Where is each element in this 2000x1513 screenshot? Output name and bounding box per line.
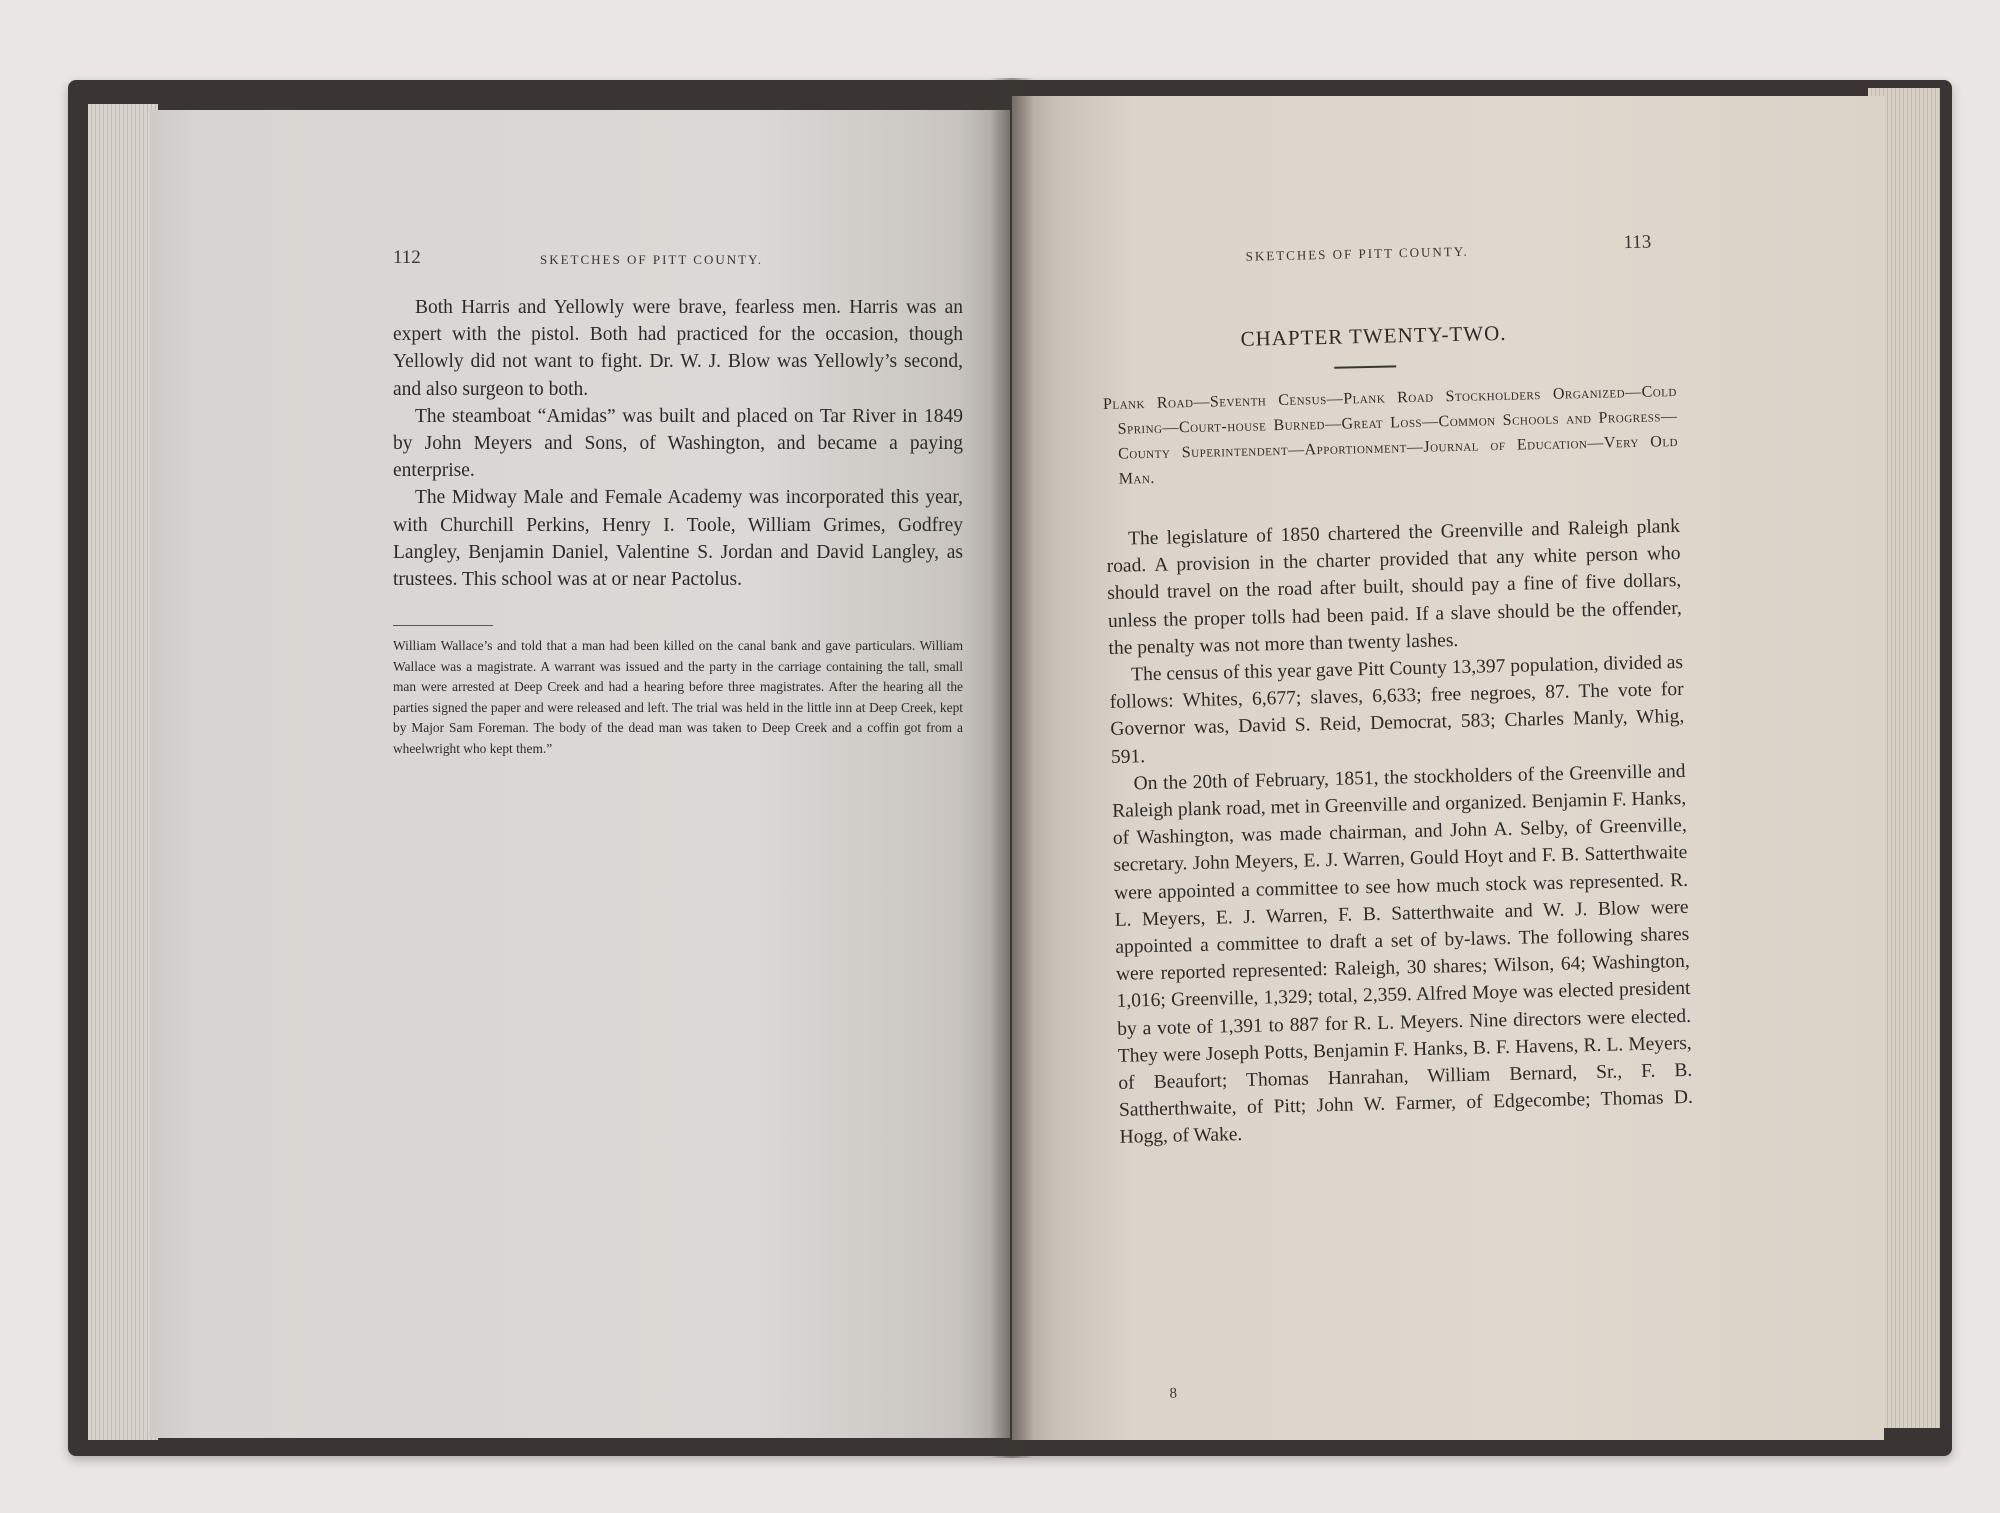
right-page	[1012, 96, 1884, 1440]
book-gutter	[990, 78, 1034, 1458]
left-page-number: 112	[393, 247, 421, 268]
left-page	[150, 110, 1010, 1438]
signature-mark: 8	[1169, 1385, 1178, 1402]
left-body	[393, 294, 963, 593]
right-paragraph: The legislature of 1850 chartered the Greenville and Raleigh plank road. A provision in the charter provided that any white person who should travel on the road after built, should pay a fine of five dollars, unless the proper tolls had been paid. If a slave should be the offender, the penalty was not more than twenty lashes.	[1106, 515, 1683, 659]
chapter-rule	[1334, 365, 1396, 368]
footnote-rule	[393, 625, 493, 626]
right-page-content	[1012, 96, 1884, 1440]
left-paragraph: The Midway Male and Female Academy was incorporated this year, with Churchill Perkins, Henry I. Toole, William Grimes, Godfrey Langley, Benjamin Daniel, Valentine S. Jordan and David Langley, as trustees. This school was at or near Pactolus.	[393, 487, 963, 591]
right-paragraph: On the 20th of February, 1851, the stockholders of the Greenville and Raleigh plank road, met in Greenville and organized. Benjamin F. Hanks, of Washington, was made chairman, and John A. Selby, of Greenville, secretary. John Meyers, E. J. Warren, Gould Hoyt and F. B. Satterthwaite were appointed a committee to see how much stock was represented. R. L. Meyers, E. J. Warren, F. B. Satterthwaite and W. J. Blow were appointed a committee to draft a set of by-laws. The following shares were reported represented: Raleigh, 30 shares; Wilson, 64; Washington, 1,016; Greenville, 1,329; total, 2,359. Alfred Moye was elected president by a vote of 1,391 to 887 for R. L. Meyers. Nine directors were elected. They were Joseph Potts, Benjamin F. Hanks, B. F. Havens, R. L. Meyers, of Beaufort; Thomas Hanrahan, William Bernard, Sr., F. B. Sattherthwaite, of Pitt; John W. Farmer, of Edgecombe; Thomas D. Hogg, of Wake.	[1112, 760, 1694, 1149]
left-page-edges	[88, 104, 158, 1440]
left-paragraph: Both Harris and Yellowly were brave, fearless men. Harris was an expert with the pistol. Both had practiced for the occasion, though Yellowly did not want to fight. Dr. W. J. Blow was Yellowly’s second, and also surgeon to both.	[393, 297, 963, 400]
right-running-head: SKETCHES OF PITT COUNTY.	[1245, 243, 1469, 264]
left-running-head: SKETCHES OF PITT COUNTY.	[540, 252, 764, 267]
chapter-title: CHAPTER TWENTY-TWO.	[1240, 320, 1507, 351]
chapter-summary	[1103, 379, 1679, 492]
left-paragraph: The steamboat “Amidas” was built and placed on Tar River in 1849 by John Meyers and Sons, of Washington, and became a paying enterprise.	[393, 405, 963, 482]
chapter-summary-text: Plank Road—Seventh Census—Plank Road Stockholders Organized—Cold Spring—Court-house Burned—Great Loss—Common Schools and Progress—County Superintendent—Apportionment—Journal of Education—Very Old Man.	[1102, 382, 1679, 488]
right-paragraph: The census of this year gave Pitt County 13,397 population, divided as follows: Whites, 6,677; slaves, 6,633; free negroes, 87. The vote for Governor was, David S. Reid, Democrat, 583; Charles Manly, Whig, 591.	[1109, 651, 1685, 768]
left-footnote: William Wallace’s and told that a man had been killed on the canal bank and gave particulars. William Wallace was a magistrate. A warrant was issued and the party in the carriage containing the tall, small man were arrested at Deep Creek and had a hearing before three magistrates. After the hearing all the parties signed the paper and were released and left. The trial was held in the little inn at Deep Creek, kept by Major Sam Foreman. The body of the dead man was taken to Deep Creek and a coffin got from a wheelwright who kept them.”	[393, 638, 963, 756]
right-page-number: 113	[1623, 231, 1652, 254]
right-body	[1106, 513, 1694, 1152]
